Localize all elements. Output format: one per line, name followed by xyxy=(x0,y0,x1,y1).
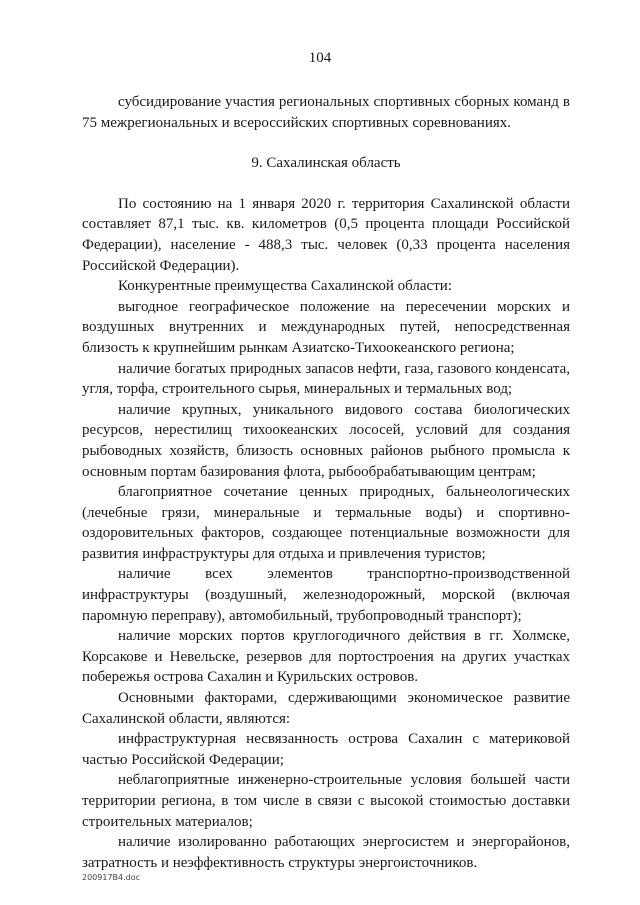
paragraph-ports: наличие морских портов круглогодичного действия в гг. Холмске, Корсакове и Невельске, резервов для портостроения на других участках побережья острова Сахалин и Курильских островов. xyxy=(82,628,570,686)
paragraph-energy-systems: наличие изолированно работающих энергосистем и энергорайонов, затратность и неэффективность структуры энергоисточников. xyxy=(82,834,570,871)
document-body xyxy=(82,92,570,873)
paragraph-constraints-intro: Основными факторами, сдерживающими экономическое развитие Сахалинской области, являются: xyxy=(82,690,570,727)
paragraph-infrastructure-isolation: инфраструктурная несвязанность острова Сахалин с материковой частью Российской Федерации; xyxy=(82,731,570,768)
paragraph-transport: наличие всех элементов транспортно-производственной инфраструктуры (воздушный, железнодорожный, морской (включая паромную переправу), автомобильный, трубопроводный транспорт); xyxy=(82,566,570,624)
paragraph-geography: выгодное географическое положение на пересечении морских и воздушных внутренних и международных путей, непосредственная близость к крупнейшим рынкам Азиатско-Тихоокеанского региона; xyxy=(82,298,570,356)
paragraph-biological-resources: наличие крупных, уникального видового состава биологических ресурсов, нерестилищ тихоокеанских лососей, условий для создания рыбоводных хозяйств, близость основных районов рыбного промысла к основным портам базирования флота, рыбообрабатывающим центрам; xyxy=(82,401,570,480)
section-heading: 9. Сахалинская область xyxy=(251,155,401,172)
paragraph-construction-conditions: неблагоприятные инженерно-строительные условия большей части территории региона, в том числе в связи с высокой стоимостью доставки строительных материалов; xyxy=(82,772,570,830)
paragraph-natural-resources: наличие богатых природных запасов нефти, газа, газового конденсата, угля, торфа, строительного сырья, минеральных и термальных вод; xyxy=(82,360,570,398)
page-number: 104 xyxy=(308,50,332,66)
paragraph-advantages-intro: Конкурентные преимущества Сахалинской области: xyxy=(118,278,452,295)
paragraph-territory: По состоянию на 1 января 2020 г. территория Сахалинской области составляет 87,1 тыс. кв. километров (0,5 процента площади Российской Федерации), население - 488,3 тыс. человек (0,33 процента населения Российской Федерации). xyxy=(82,195,570,274)
paragraph-tourism: благоприятное сочетание ценных природных, бальнеологических (лечебные грязи, минеральные и термальные воды) и спортивно-оздоровительных факторов, создающее потенциальные возможности для развития инфраструктуры для отдыха и привлечения туристов; xyxy=(82,484,570,562)
footer-file-code: 200917В4.doc xyxy=(82,873,141,882)
paragraph-subsidy: субсидирование участия региональных спортивных сборных команд в 75 межрегиональных и всероссийских спортивных соревнованиях. xyxy=(82,94,570,131)
